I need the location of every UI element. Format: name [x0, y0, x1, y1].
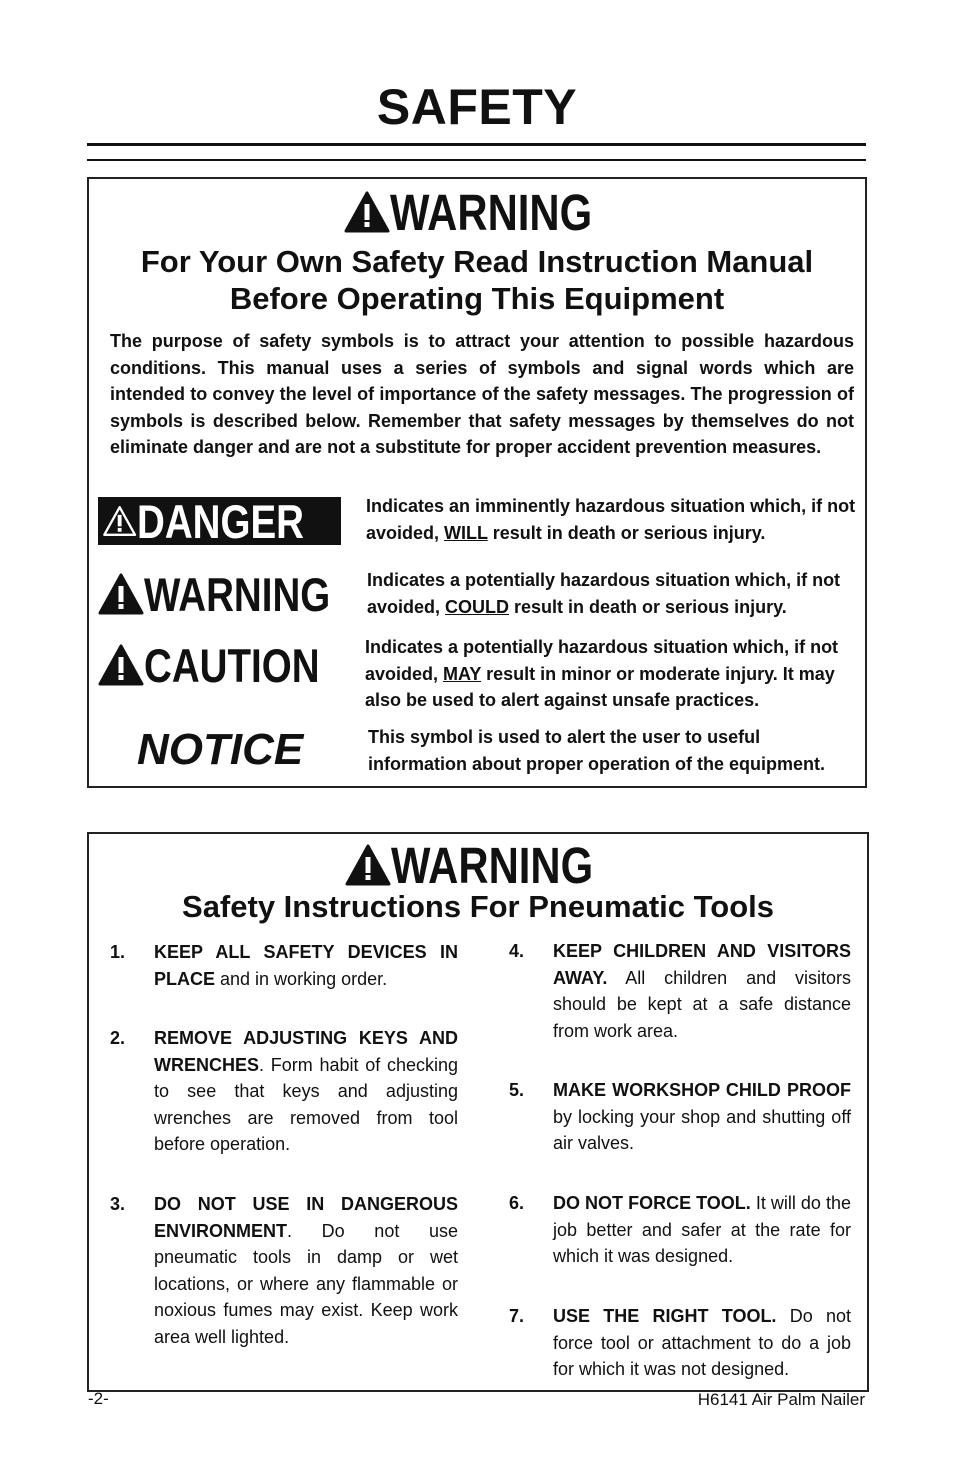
- caution-word: CAUTION: [144, 638, 320, 692]
- box2-subtitle: Safety Instructions For Pneumatic Tools: [182, 889, 774, 924]
- list-item-heading: DO NOT USE IN DANGEROUS ENVIRONMENT: [154, 1194, 458, 1241]
- warning-key-word: COULD: [445, 596, 510, 617]
- warning-text: Indicates a potentially hazardous situation which, if not avoided,: [367, 570, 841, 617]
- footer-model-name: H6141 Air Palm Nailer: [697, 1390, 865, 1409]
- page-title: SAFETY: [376, 79, 578, 135]
- title-rule-bottom: [87, 159, 866, 161]
- list-item-number: 2.: [110, 1028, 126, 1048]
- warning-description: [367, 567, 863, 620]
- list-item-number: 4.: [509, 941, 525, 961]
- list-item: [110, 1025, 458, 1158]
- list-item-number: 1.: [110, 942, 126, 962]
- warning-triangle-icon: [98, 573, 144, 615]
- list-item-text: and in working order.: [215, 968, 388, 989]
- box1-intro-paragraph: The purpose of safety symbols is to attract your attention to possible hazardous conditions. This manual uses a series of symbols and signal words which are intended to convey the level of importance of the safety messages. The progression of symbols is described below. Remember that safety messages by themselves do not eliminate danger and are not a substitute for proper accident prevention measures.: [110, 331, 854, 457]
- box1-subtitle-line1: For Your Own Safety Read Instruction Manual: [140, 244, 814, 279]
- caution-description: [365, 634, 861, 714]
- danger-text: Indicates an imminently hazardous situation which, if not avoided,: [366, 496, 856, 543]
- danger-text-end: result in death or serious injury.: [487, 522, 766, 543]
- list-item: [509, 1190, 851, 1270]
- warning-triangle-icon: [98, 644, 144, 686]
- box1-subtitle-line2: Before Operating This Equipment: [229, 281, 725, 316]
- list-item: [509, 1077, 851, 1157]
- caution-key-word: MAY: [443, 663, 482, 684]
- list-item-number: 6.: [509, 1193, 525, 1213]
- list-item-text: . Form habit of checking to see that keys and adjusting wrenches are removed from tool before operation.: [154, 1054, 458, 1154]
- list-item-text: Do not force tool or attachment to do a job for which it was not designed.: [553, 1306, 851, 1379]
- danger-description: [366, 493, 862, 546]
- notice-description: This symbol is used to alert the user to useful information about proper operation of the equipment.: [368, 727, 825, 774]
- box2-warning-header: [89, 836, 867, 894]
- list-item-heading: MAKE WORKSHOP CHILD PROOF: [553, 1080, 851, 1100]
- list-item-heading: REMOVE ADJUSTING KEYS AND WRENCHES: [154, 1028, 458, 1075]
- box1-warning-word: WARNING: [390, 183, 593, 241]
- pneumatic-safety-box: [87, 832, 869, 1392]
- caution-text: Indicates a potentially hazardous situation which, if not avoided,: [365, 637, 839, 684]
- danger-label: [98, 494, 341, 548]
- list-item: [110, 1191, 458, 1350]
- box2-warning-word: WARNING: [391, 836, 594, 894]
- danger-key-word: WILL: [444, 522, 488, 543]
- warning-word: WARNING: [144, 567, 331, 621]
- warning-triangle-icon: [102, 500, 137, 542]
- warning-triangle-icon: [345, 844, 391, 886]
- list-item: [110, 939, 458, 992]
- danger-word: DANGER: [137, 494, 305, 548]
- warning-label: [98, 567, 371, 621]
- caution-label: [98, 638, 358, 692]
- list-item-number: 5.: [509, 1080, 525, 1100]
- list-item-heading: DO NOT FORCE TOOL.: [553, 1193, 751, 1213]
- box1-subtitle: [89, 243, 865, 317]
- list-item-text: by locking your shop and shutting off air valves.: [553, 1106, 851, 1153]
- list-item-heading: KEEP CHILDREN AND VISITORS AWAY.: [553, 941, 851, 988]
- list-item-heading: USE THE RIGHT TOOL.: [553, 1306, 777, 1326]
- warning-text-end: result in death or serious injury.: [509, 596, 787, 617]
- title-rule-top: [87, 143, 866, 146]
- box1-warning-header: [89, 183, 865, 241]
- list-item-heading: KEEP ALL SAFETY DEVICES IN PLACE: [154, 942, 458, 989]
- list-item: [509, 938, 851, 1044]
- list-item-number: 3.: [110, 1194, 126, 1214]
- page-number: -2-: [88, 1389, 109, 1408]
- list-item: [509, 1303, 851, 1383]
- list-item-text: . Do not use pneumatic tools in damp or wet locations, or where any flammable or noxious fumes may exist. Keep work area well lighted.: [154, 1220, 458, 1347]
- signal-words-box: [87, 177, 867, 788]
- caution-text-end: result in minor or moderate injury. It may also be used to alert against unsafe practices.: [365, 663, 835, 710]
- notice-word: NOTICE: [137, 725, 304, 774]
- list-item-text: All children and visitors should be kept at a safe distance from work area.: [553, 967, 851, 1041]
- list-item-text: It will do the job better and safer at the rate for which it was designed.: [553, 1193, 852, 1266]
- list-item-number: 7.: [509, 1306, 525, 1326]
- warning-triangle-icon: [344, 191, 390, 233]
